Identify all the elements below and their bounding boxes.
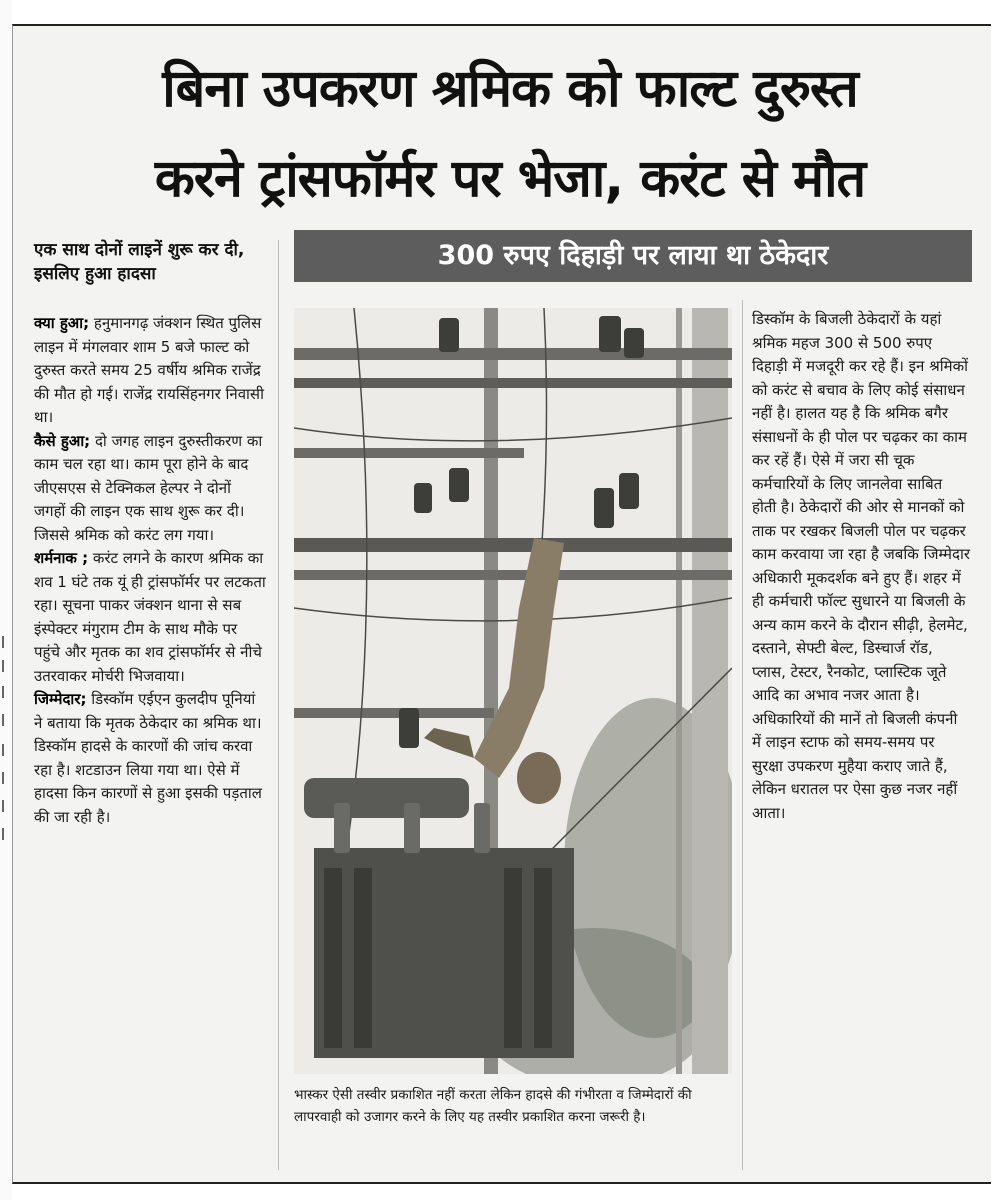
paragraph-text: दो जगह लाइन दुरुस्तीकरण का काम चल रहा था। काम पूरा होने के बाद जीएसएस से टेक्निकल हेल्पर ने दोनों जगहों की लाइन एक साथ शुरू कर दी। जिससे श्रमिक को करंट लग गया। — [34, 431, 263, 544]
margin-mark — [2, 636, 10, 648]
column-rule — [278, 240, 279, 1170]
paragraph-label: कैसे हुआ; — [34, 431, 91, 450]
left-column-article — [34, 312, 266, 829]
margin-mark — [2, 800, 10, 812]
paragraph-label: जिम्मेदार; — [34, 690, 87, 708]
news-photo — [294, 308, 732, 1074]
margin-mark — [2, 686, 10, 698]
banner-strap: 300 रुपए दिहाड़ी पर लाया था ठेकेदार — [294, 230, 972, 282]
paragraph-text: हनुमानगढ़ जंक्शन स्थित पुलिस लाइन में मंगलवार शाम 5 बजे फाल्ट को दुरुस्त करते समय 25 वर्षीय श्रमिक राजेंद्र की मौत हो गई। राजेंद्र रायसिंहनगर निवासी था। — [34, 314, 264, 426]
paragraph-responsible — [34, 688, 266, 829]
headline-line-1: बिना उपकरण श्रमिक को फाल्ट दुरुस्त — [162, 59, 858, 119]
photo-caption: भास्कर ऐसी तस्वीर प्रकाशित नहीं करता लेकिन हादसे की गंभीरता व जिम्मेदारों की लापरवाही को उजागर करने के लिए यह तस्वीर प्रकाशित करना जरूरी है। — [294, 1087, 692, 1125]
paragraph-shameful — [34, 547, 266, 688]
margin-mark — [2, 772, 10, 784]
right-column-article: डिस्कॉम के बिजली ठेकेदारों के यहां श्रमिक महज 300 से 500 रुपए दिहाड़ी में मजदूरी कर रहे हैं। इन श्रमिकों को करंट से बचाव के लिए कोई संसाधन नहीं है। हालत यह है कि श्रमिक बगैर संसाधनों के ही पोल पर चढ़कर का काम कर रहें हैं। ऐसे में जरा सी चूक कर्मचारियों के लिए जानलेवा साबित होती है। ठेकेदारों की ओर से मानकों को ताक पर रखकर बिजली पोल पर चढ़कर काम करवाया जा रहा है जबकि जिम्मेदार अधिकारी मूकदर्शक बने हुए हैं। शहर में ही कर्मचारी फॉल्ट सुधारने या बिजली के अन्य काम करने के दौरान सीढ़ी, हेलमेट, दस्ताने, सेफ्टी बेल्ट, डिस्चार्ज रॉड, प्लास, टेस्टर, रैनकोट, प्लास्टिक जूते आदि का अभाव नजर आता है। अधिकारियों की मानें तो बिजली कंपनी में लाइन स्टाफ को समय-समय पर सुरक्षा उपकरण मुहैया कराए जाते हैं, लेकिन धरातल पर ऐसा कुछ नजर नहीं आता। — [752, 310, 970, 822]
margin-mark — [2, 660, 10, 672]
paragraph-what-happened — [34, 312, 266, 430]
paragraph-text: डिस्कॉम एईएन कुलदीप पूनियां ने बताया कि मृतक ठेकेदार का श्रमिक था। डिस्कॉम हादसे के कारणों की जांच करवा रहा है। शटडाउन लिया गया था। ऐसे में हादसा किन कारणों से हुआ इसकी पड़ताल की जा रही है। — [34, 690, 262, 826]
headline-line-2: करने ट्रांसफॉर्मर पर भेजा, करंट से मौत — [154, 149, 866, 209]
column-rule — [742, 300, 743, 1170]
paragraph-label: क्या हुआ; — [34, 314, 90, 332]
transformer-pole-illustration — [294, 308, 732, 1074]
margin-mark — [2, 744, 10, 756]
paragraph-label: शर्मनाक ; — [34, 549, 89, 567]
margin-mark — [2, 828, 10, 840]
page-margin — [0, 0, 12, 1200]
paragraph-how-happened — [34, 430, 266, 548]
paragraph-text: करंट लगने के कारण श्रमिक का शव 1 घंटे तक यूं ही ट्रांसफॉर्मर पर लटकता रहा। सूचना पाकर जंक्शन थाना से सब इंस्पेक्टर मंगुराम टीम के साथ मौके पर पहुंचे और मृतक का शव ट्रांसफॉर्मर से नीचे उतरवाकर मोर्चरी भिजवाया। — [34, 549, 266, 685]
margin-mark — [2, 714, 10, 726]
subheading: एक साथ दोनों लाइनें शुरू कर दी, इसलिए हुआ हादसा — [34, 240, 245, 284]
